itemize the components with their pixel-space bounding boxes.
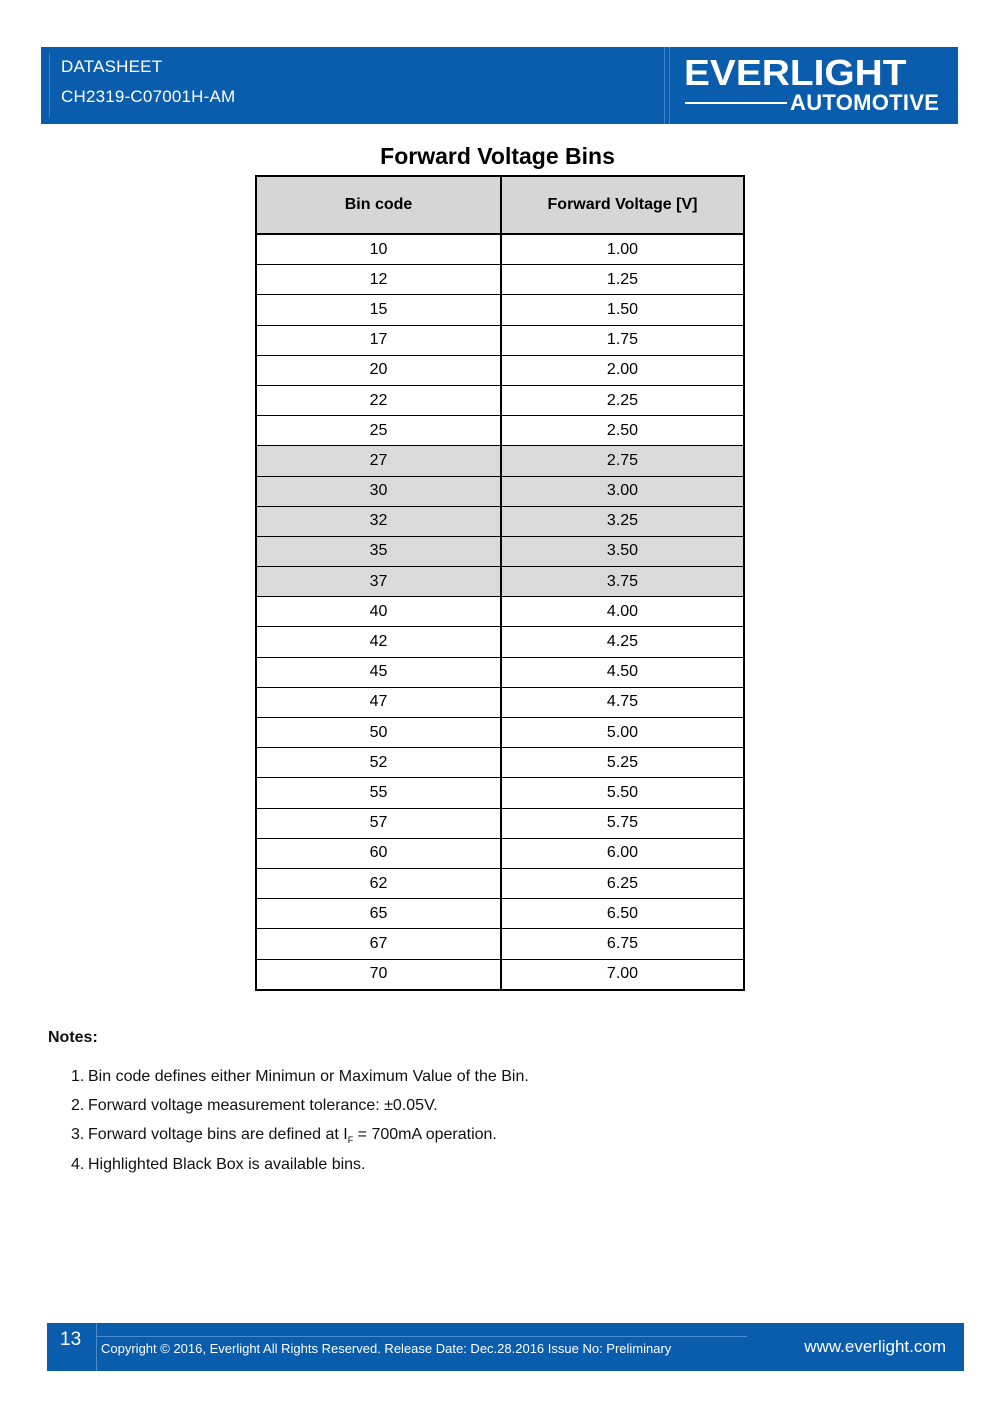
note-number: 1.: [71, 1068, 85, 1085]
bin-code-cell: 45: [256, 657, 501, 687]
page-number: 13: [60, 1329, 82, 1350]
table-row: [256, 536, 744, 566]
bin-code-cell: 65: [256, 899, 501, 929]
table-row: [256, 416, 744, 446]
forward-voltage-cell: 4.00: [501, 597, 744, 627]
note-text: Forward voltage bins are defined at I: [88, 1126, 348, 1143]
forward-voltage-cell: 1.75: [501, 325, 744, 355]
forward-voltage-cell: 4.25: [501, 627, 744, 657]
bin-code-cell: 30: [256, 476, 501, 506]
forward-voltage-cell: 6.50: [501, 899, 744, 929]
bin-code-cell: 42: [256, 627, 501, 657]
table-row: [256, 748, 744, 778]
forward-voltage-cell: 3.50: [501, 536, 744, 566]
footer-banner: [47, 1323, 964, 1371]
part-number: CH2319-C07001H-AM: [61, 87, 236, 106]
bin-code-cell: 55: [256, 778, 501, 808]
header-divider: [669, 47, 670, 124]
table-row: [256, 567, 744, 597]
forward-voltage-cell: 1.50: [501, 295, 744, 325]
column-header-forward-voltage: Forward Voltage [V]: [501, 176, 744, 234]
note-number: 4.: [71, 1156, 85, 1173]
forward-voltage-cell: 2.50: [501, 416, 744, 446]
bin-code-cell: 62: [256, 868, 501, 898]
table-row: [256, 476, 744, 506]
table-row: [256, 687, 744, 717]
column-header-bin-code: Bin code: [256, 176, 501, 234]
table-row: [256, 929, 744, 959]
forward-voltage-cell: 5.75: [501, 808, 744, 838]
bin-code-cell: 57: [256, 808, 501, 838]
forward-voltage-cell: 4.50: [501, 657, 744, 687]
table-row: [256, 627, 744, 657]
bin-code-cell: 32: [256, 506, 501, 536]
forward-voltage-cell: 1.00: [501, 234, 744, 265]
table-row: [256, 657, 744, 687]
bin-code-cell: 40: [256, 597, 501, 627]
note-text: Highlighted Black Box is available bins.: [88, 1156, 366, 1173]
table-row: [256, 778, 744, 808]
bin-code-cell: 50: [256, 718, 501, 748]
note-text: Forward voltage measurement tolerance: ±0.05V.: [88, 1097, 438, 1114]
doc-type-label: DATASHEET: [61, 57, 163, 76]
table-row: [256, 597, 744, 627]
forward-voltage-cell: 6.75: [501, 929, 744, 959]
bin-code-cell: 60: [256, 838, 501, 868]
table-row: [256, 808, 744, 838]
forward-voltage-cell: 4.75: [501, 687, 744, 717]
header-banner: [41, 47, 958, 124]
everlight-logo-text: EVERLIGHT: [684, 52, 907, 93]
bin-code-cell: 27: [256, 446, 501, 476]
bin-code-cell: 12: [256, 265, 501, 295]
bin-code-cell: 67: [256, 929, 501, 959]
note-number: 3.: [71, 1126, 85, 1143]
bin-code-cell: 47: [256, 687, 501, 717]
header-divider: [49, 53, 50, 117]
notes-title: Notes:: [48, 1029, 98, 1046]
table-row: [256, 718, 744, 748]
table-row: [256, 295, 744, 325]
table-row: [256, 355, 744, 385]
forward-voltage-cell: 2.00: [501, 355, 744, 385]
copyright-text: Copyright © 2016, Everlight All Rights Reserved. Release Date: Dec.28.2016 Issue No: Preliminary: [101, 1341, 672, 1356]
table-row: [256, 265, 744, 295]
forward-voltage-cell: 3.25: [501, 506, 744, 536]
forward-voltage-cell: 6.00: [501, 838, 744, 868]
forward-voltage-cell: 3.75: [501, 567, 744, 597]
table-row: [256, 959, 744, 990]
forward-voltage-cell: 3.00: [501, 476, 744, 506]
note-subscript: F: [347, 1135, 354, 1146]
table-row: [256, 325, 744, 355]
forward-voltage-cell: 2.25: [501, 385, 744, 415]
automotive-logo-text: AUTOMOTIVE: [790, 90, 940, 115]
table-row: [256, 506, 744, 536]
table-row: [256, 446, 744, 476]
page-title: Forward Voltage Bins: [380, 143, 615, 169]
forward-voltage-cell: 1.25: [501, 265, 744, 295]
bin-code-cell: 70: [256, 959, 501, 990]
bin-code-cell: 15: [256, 295, 501, 325]
table-row: [256, 868, 744, 898]
table-row: [256, 899, 744, 929]
forward-voltage-bins-table: [255, 175, 745, 991]
table-header-row: [256, 176, 744, 234]
forward-voltage-cell: 2.75: [501, 446, 744, 476]
note-text: Bin code defines either Minimun or Maximum Value of the Bin.: [88, 1068, 529, 1085]
note-item: [71, 1097, 438, 1115]
bin-code-cell: 17: [256, 325, 501, 355]
forward-voltage-cell: 5.00: [501, 718, 744, 748]
note-number: 2.: [71, 1097, 85, 1114]
table-row: [256, 385, 744, 415]
bin-code-cell: 35: [256, 536, 501, 566]
table-row: [256, 838, 744, 868]
bin-code-cell: 22: [256, 385, 501, 415]
bin-code-cell: 37: [256, 567, 501, 597]
forward-voltage-cell: 5.50: [501, 778, 744, 808]
bin-code-cell: 52: [256, 748, 501, 778]
forward-voltage-cell: 7.00: [501, 959, 744, 990]
bin-code-cell: 10: [256, 234, 501, 265]
forward-voltage-cell: 6.25: [501, 868, 744, 898]
footer-rule: [97, 1336, 747, 1337]
bin-code-cell: 25: [256, 416, 501, 446]
note-item: [71, 1156, 365, 1174]
bin-code-cell: 20: [256, 355, 501, 385]
logo-rule: [685, 102, 787, 104]
forward-voltage-cell: 5.25: [501, 748, 744, 778]
note-text: = 700mA operation.: [353, 1126, 497, 1143]
header-divider: [664, 47, 665, 124]
page-number-box: [47, 1323, 97, 1371]
note-item: [71, 1068, 529, 1086]
note-item: [71, 1126, 497, 1145]
website-link[interactable]: www.everlight.com: [804, 1337, 946, 1356]
table-row: [256, 234, 744, 265]
